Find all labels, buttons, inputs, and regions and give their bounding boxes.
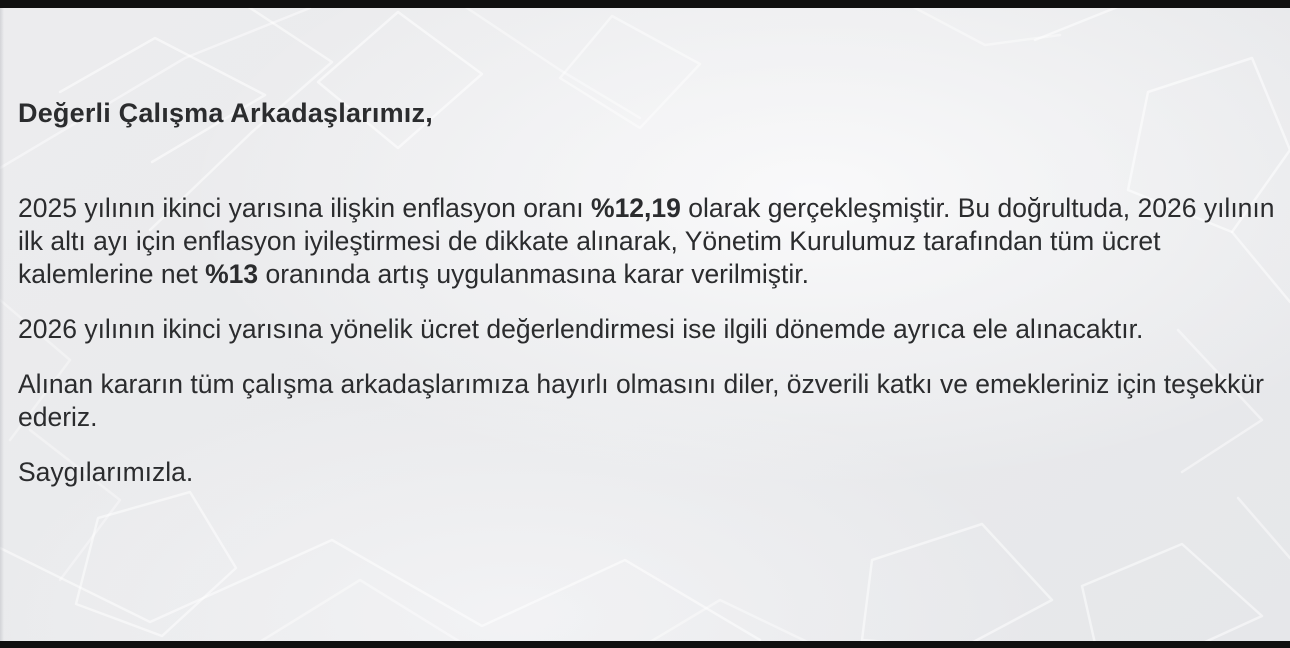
text-segment: 2026 yılının ikinci yarısına yönelik ücret değerlendirmesi ise ilgili dönemde ayrıca ele alınacaktır.	[18, 314, 1144, 344]
document-content	[18, 97, 1275, 511]
text-line	[18, 225, 1268, 258]
text-segment: 2025 yılının ikinci yarısına ilişkin enflasyon oranı	[18, 193, 591, 223]
text-line	[18, 313, 1268, 346]
highlighted-percentage: %12,19	[591, 193, 681, 223]
text-segment: ilk altı ayı için enflasyon iyileştirmesi de dikkate alınarak, Yönetim Kurulumuz tarafından tüm ücret	[18, 226, 1161, 256]
left-edge-shadow	[0, 0, 4, 648]
paragraph	[18, 456, 1268, 489]
highlighted-percentage: %13	[205, 259, 259, 289]
text-line	[18, 258, 1268, 291]
text-segment: olarak gerçekleşmiştir. Bu doğrultuda, 2026 yılının	[680, 193, 1275, 223]
text-line	[18, 401, 1268, 434]
text-line	[18, 456, 1268, 489]
document-heading: Değerli Çalışma Arkadaşlarımız,	[18, 98, 433, 128]
paragraph	[18, 192, 1275, 291]
top-letterbox-bar	[0, 0, 1290, 8]
text-segment: kalemlerine net	[18, 259, 206, 289]
text-segment: ederiz.	[18, 402, 98, 432]
bottom-letterbox-bar	[0, 641, 1290, 648]
paragraph	[18, 368, 1268, 434]
text-segment: Saygılarımızla.	[18, 457, 194, 487]
text-segment: Alınan kararın tüm çalışma arkadaşlarımıza hayırlı olmasını diler, özverili katkı ve emekleriniz için teşekkür	[18, 369, 1264, 399]
document-body	[18, 192, 1275, 489]
text-line	[18, 192, 1275, 225]
paragraph	[18, 313, 1268, 346]
text-line	[18, 368, 1268, 401]
text-segment: oranında artış uygulanmasına karar verilmiştir.	[258, 259, 809, 289]
